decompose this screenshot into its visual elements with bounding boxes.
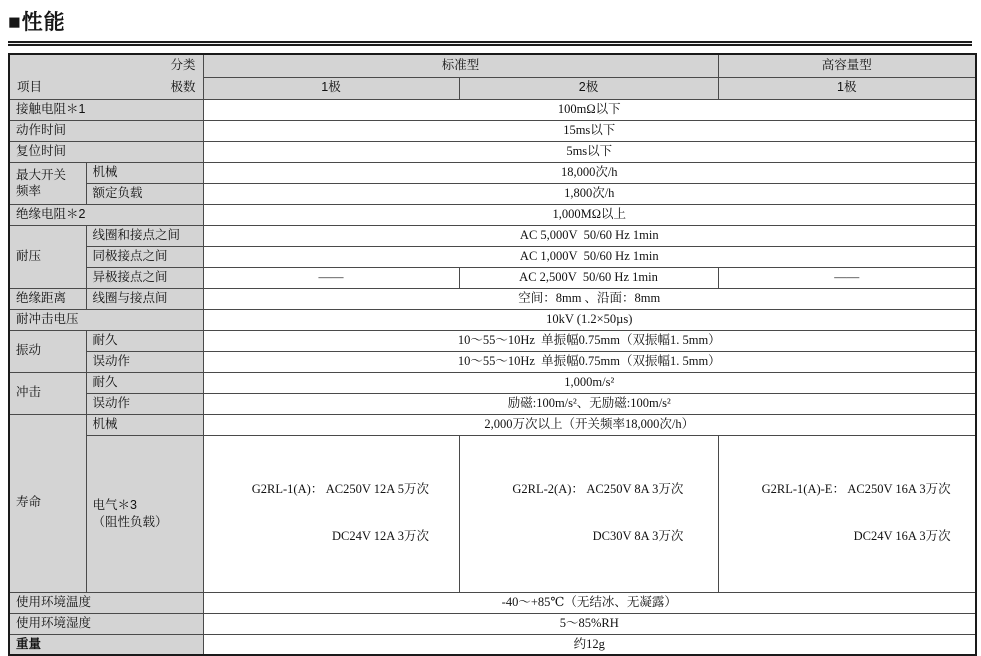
life-electrical-block <box>762 451 951 576</box>
value-same-pole-contacts: AC 1,000V 50/60 Hz 1min <box>203 246 976 267</box>
group-label-max-switching-line2: 频率 <box>16 184 42 198</box>
value-shock-malfunction: 励磁:100m/s²、无励磁:100m/s² <box>203 393 976 414</box>
value-vibration-durability: 10～55～10Hz 单振幅0.75mm（双振幅1. 5mm） <box>203 330 976 351</box>
row-label-insulation-resistance: 绝缘电阻＊2 <box>9 204 203 225</box>
life-electrical-line2: DC30V 8A 3万次 <box>592 529 684 544</box>
sub-label-shock-durability: 耐久 <box>86 372 203 393</box>
life-electrical-line2: DC24V 16A 3万次 <box>853 529 951 544</box>
row-label-ambient-temperature: 使用环境温度 <box>9 592 203 613</box>
life-electrical-line1: G2RL-1(A)-E： AC250V 16A 3万次 <box>761 482 951 497</box>
sub-label-shock-malfunction: 误动作 <box>86 393 203 414</box>
group-label-max-switching-line1: 最大开关 <box>16 167 67 182</box>
row-label-operate-time: 动作时间 <box>9 120 203 141</box>
value-insulation-resistance: 1,000MΩ以上 <box>203 204 976 225</box>
value-operate-time: 15ms以下 <box>203 120 976 141</box>
value-vibration-malfunction: 10～55～10Hz 单振幅0.75mm（双振幅1. 5mm） <box>203 351 976 372</box>
value-contact-resistance: 100mΩ以下 <box>203 99 976 120</box>
value-rated-load-frequency: 1,800次/h <box>203 183 976 204</box>
life-electrical-line1: G2RL-1(A)： AC250V 12A 5万次 <box>251 482 429 497</box>
group-label-vibration: 振动 <box>9 330 86 372</box>
value-impulse-withstand-voltage: 10kV (1.2×50µs) <box>203 309 976 330</box>
sub-label-same-pole-contacts: 同极接点之间 <box>86 246 203 267</box>
row-label-contact-resistance: 接触电阻＊1 <box>9 99 203 120</box>
row-label-weight: 重量 <box>9 634 203 655</box>
performance-spec-table <box>8 53 977 656</box>
pole-header-standard-1pole: 1极 <box>203 77 459 99</box>
sub-label-life-electrical <box>86 435 203 592</box>
value-release-time: 5ms以下 <box>203 141 976 162</box>
pole-header-standard-2pole: 2极 <box>459 77 718 99</box>
value-diff-pole-high-capacity: —— <box>718 267 976 288</box>
column-group-high-capacity: 高容量型 <box>718 54 976 77</box>
row-label-release-time: 复位时间 <box>9 141 203 162</box>
sub-label-vibration-malfunction: 误动作 <box>86 351 203 372</box>
value-diff-pole-standard-1pole: —— <box>203 267 459 288</box>
page-title: ■性能 <box>8 11 66 34</box>
pole-header-high-capacity-1pole: 1极 <box>718 77 976 99</box>
life-electrical-block <box>512 451 683 576</box>
value-coil-contact: AC 5,000V 50/60 Hz 1min <box>203 225 976 246</box>
corner-item-label: 项目 <box>17 79 43 94</box>
group-label-shock: 冲击 <box>9 372 86 414</box>
corner-header-cell <box>9 54 203 99</box>
life-electrical-block <box>252 451 429 576</box>
group-label-max-switching-frequency <box>9 162 86 204</box>
sub-label-different-pole-contacts: 异极接点之间 <box>86 267 203 288</box>
group-label-dielectric-strength: 耐压 <box>9 225 86 288</box>
row-label-impulse-withstand-voltage: 耐冲击电压 <box>9 309 203 330</box>
corner-poles-label: 极数 <box>170 79 196 94</box>
title-rule <box>8 41 972 46</box>
group-label-insulation-distance: 绝缘距离 <box>9 288 86 309</box>
sub-label-life-mechanical: 机械 <box>86 414 203 435</box>
sub-label-coil-contact-distance: 线圈与接点间 <box>86 288 203 309</box>
value-diff-pole-standard-2pole: AC 2,500V 50/60 Hz 1min <box>459 267 718 288</box>
value-mechanical-frequency: 18,000次/h <box>203 162 976 183</box>
life-electrical-line1: G2RL-2(A)： AC250V 8A 3万次 <box>512 482 684 497</box>
sub-label-rated-load-frequency: 额定负载 <box>86 183 203 204</box>
value-ambient-temperature: -40～+85℃（无结冰、无凝露） <box>203 592 976 613</box>
sub-label-life-electrical-line2: （阻性负载） <box>92 514 168 529</box>
column-group-standard: 标准型 <box>203 54 718 77</box>
value-life-electrical-high-capacity <box>718 435 976 592</box>
group-label-life: 寿命 <box>9 414 86 592</box>
value-life-electrical-standard-2pole <box>459 435 718 592</box>
value-life-electrical-standard-1pole <box>203 435 459 592</box>
sub-label-coil-contact: 线圈和接点之间 <box>86 225 203 246</box>
value-ambient-humidity: 5～85%RH <box>203 613 976 634</box>
value-life-mechanical: 2,000万次以上（开关频率18,000次/h） <box>203 414 976 435</box>
value-weight: 约12g <box>203 634 976 655</box>
sub-label-life-electrical-line1: 电气＊3 <box>92 498 137 513</box>
row-label-ambient-humidity: 使用环境湿度 <box>9 613 203 634</box>
value-shock-durability: 1,000m/s² <box>203 372 976 393</box>
life-electrical-line2: DC24V 12A 3万次 <box>331 529 429 544</box>
value-insulation-distance: 空间：8mm 、沿面：8mm <box>203 288 976 309</box>
sub-label-mechanical-frequency: 机械 <box>86 162 203 183</box>
corner-classification-label: 分类 <box>170 58 196 72</box>
sub-label-vibration-durability: 耐久 <box>86 330 203 351</box>
